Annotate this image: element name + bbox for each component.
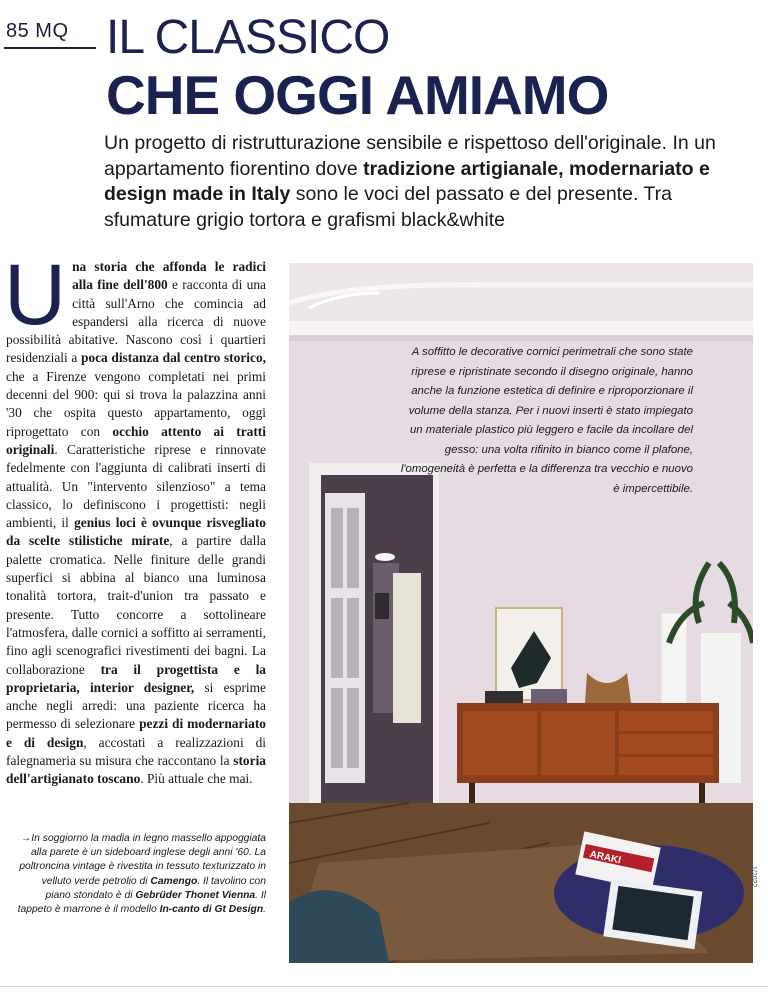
interior-photo bbox=[289, 263, 753, 963]
standfirst-text-1: Un progetto di ristrutturazione sensibile e rispettoso dell'originale. In un appartamento fiorentino dove bbox=[104, 132, 716, 180]
section-tag: 85 MQ bbox=[6, 20, 69, 42]
caption-text-1: →In soggiorno la madia in legno massello appoggiata alla parete è un sideboard inglese degli anni '60. La poltroncina vintage è rivestita in tessuto texturizzato in velluto verde petrolio di bbox=[19, 833, 266, 887]
living-room-caption bbox=[14, 832, 266, 917]
caption-brand-gt-design: In-canto di Gt Design bbox=[159, 904, 264, 916]
body-bold-3: poca distanza dal centro storico, bbox=[80, 350, 266, 366]
body-text-2: e racconta di una città sull'Arno che comincia ad espandersi alla ricerca di nuove possibilità abitative. Nascono così i quartieri residenziali a bbox=[6, 277, 266, 366]
book-cover-title: ARAKI bbox=[588, 849, 622, 867]
caption-text-7: . bbox=[263, 904, 266, 916]
body-text-14: . Più attuale che mai. bbox=[140, 771, 253, 787]
standfirst bbox=[104, 131, 744, 233]
body-text-10: si esprime anche negli arredi: una paziente ricerca ha permesso di selezionare bbox=[6, 679, 266, 732]
drop-cap: U bbox=[4, 247, 67, 343]
body-text-8: , a partire dalla palette cromatica. Nelle finiture delle grandi superfici si abbina al bianco una luminosa tonalità tortora, trait-d'union tra passato e presente. Tutto concorre a sottolineare l'atmosfera, dalle cornici a soffitto ai serramenti, fino agli scenografici rivestimenti dei bagni. La collaborazione bbox=[6, 533, 266, 677]
bottom-rule bbox=[0, 986, 768, 987]
side-page-mark: 1/2022 bbox=[750, 866, 757, 888]
standfirst-bold: tradizione artigianale, modernariato e design made in Italy bbox=[104, 157, 710, 205]
caption-brand-camengo: Camengo bbox=[150, 875, 198, 887]
headline-line-1: IL CLASSICO bbox=[106, 11, 390, 64]
photo-caption: A soffitto le decorative cornici perimetrali che sono state riprese e ripristinate secondo il disegno originale, hanno anche la funzione estetica di definire e riproporzionare il volume della stanza. Per i nuovi inserti è stato impiegato un materiale plastico più leggero e facile da incollare del gesso: una volta rifinito in bianco come il plafone, l'omogeneità è perfetta e la differenza tra vecchio e nuovo è impercettibile. bbox=[400, 346, 693, 495]
body-bold-1: na storia che affonda le radici alla fine dell'800 bbox=[72, 259, 266, 293]
body-bold-7: genius loci è ovunque risvegliato da scelte stilistiche mirate bbox=[6, 515, 266, 549]
body-column bbox=[4, 247, 266, 789]
body-bold-5: occhio attento ai tratti originali bbox=[6, 423, 266, 457]
body-bold-13: storia dell'artigianato toscano bbox=[6, 753, 266, 787]
headline-line-2: CHE OGGI AMIAMO bbox=[106, 64, 609, 126]
caption-brand-thonet: Gebrüder Thonet Vienna bbox=[135, 889, 256, 901]
caption-text-3: . Il tavolino con piano stondato è di bbox=[45, 875, 266, 901]
section-rule bbox=[4, 47, 96, 49]
standfirst-text-2: sono le voci del passato e del presente. Tra sfumature grigio tortora e grafismi black&white bbox=[104, 183, 672, 231]
body-bold-11: pezzi di modernariato e di design bbox=[6, 716, 266, 750]
body-text-4: che a Firenze vengono completati nei primi decenni del 900: qui si trova la palazzina anni '30 che ospita questo appartamento, oggi riprogettato con bbox=[6, 368, 266, 439]
body-text-6: . Caratteristiche riprese e rinnovate fedelmente con l'aggiunta di calibrati inserti di attualità. Un "intervento silenzioso" a tema classico, lo definiscono i progettisti: negli ambienti, il bbox=[6, 441, 266, 531]
caption-text-5: . Il tappeto è marrone è il modello bbox=[17, 889, 266, 916]
body-bold-9: tra il progettista e la proprietaria, interior designer, bbox=[6, 661, 266, 695]
body-text-12: , accostati a realizzazioni di falegnameria su misura che raccontano la bbox=[6, 734, 266, 769]
